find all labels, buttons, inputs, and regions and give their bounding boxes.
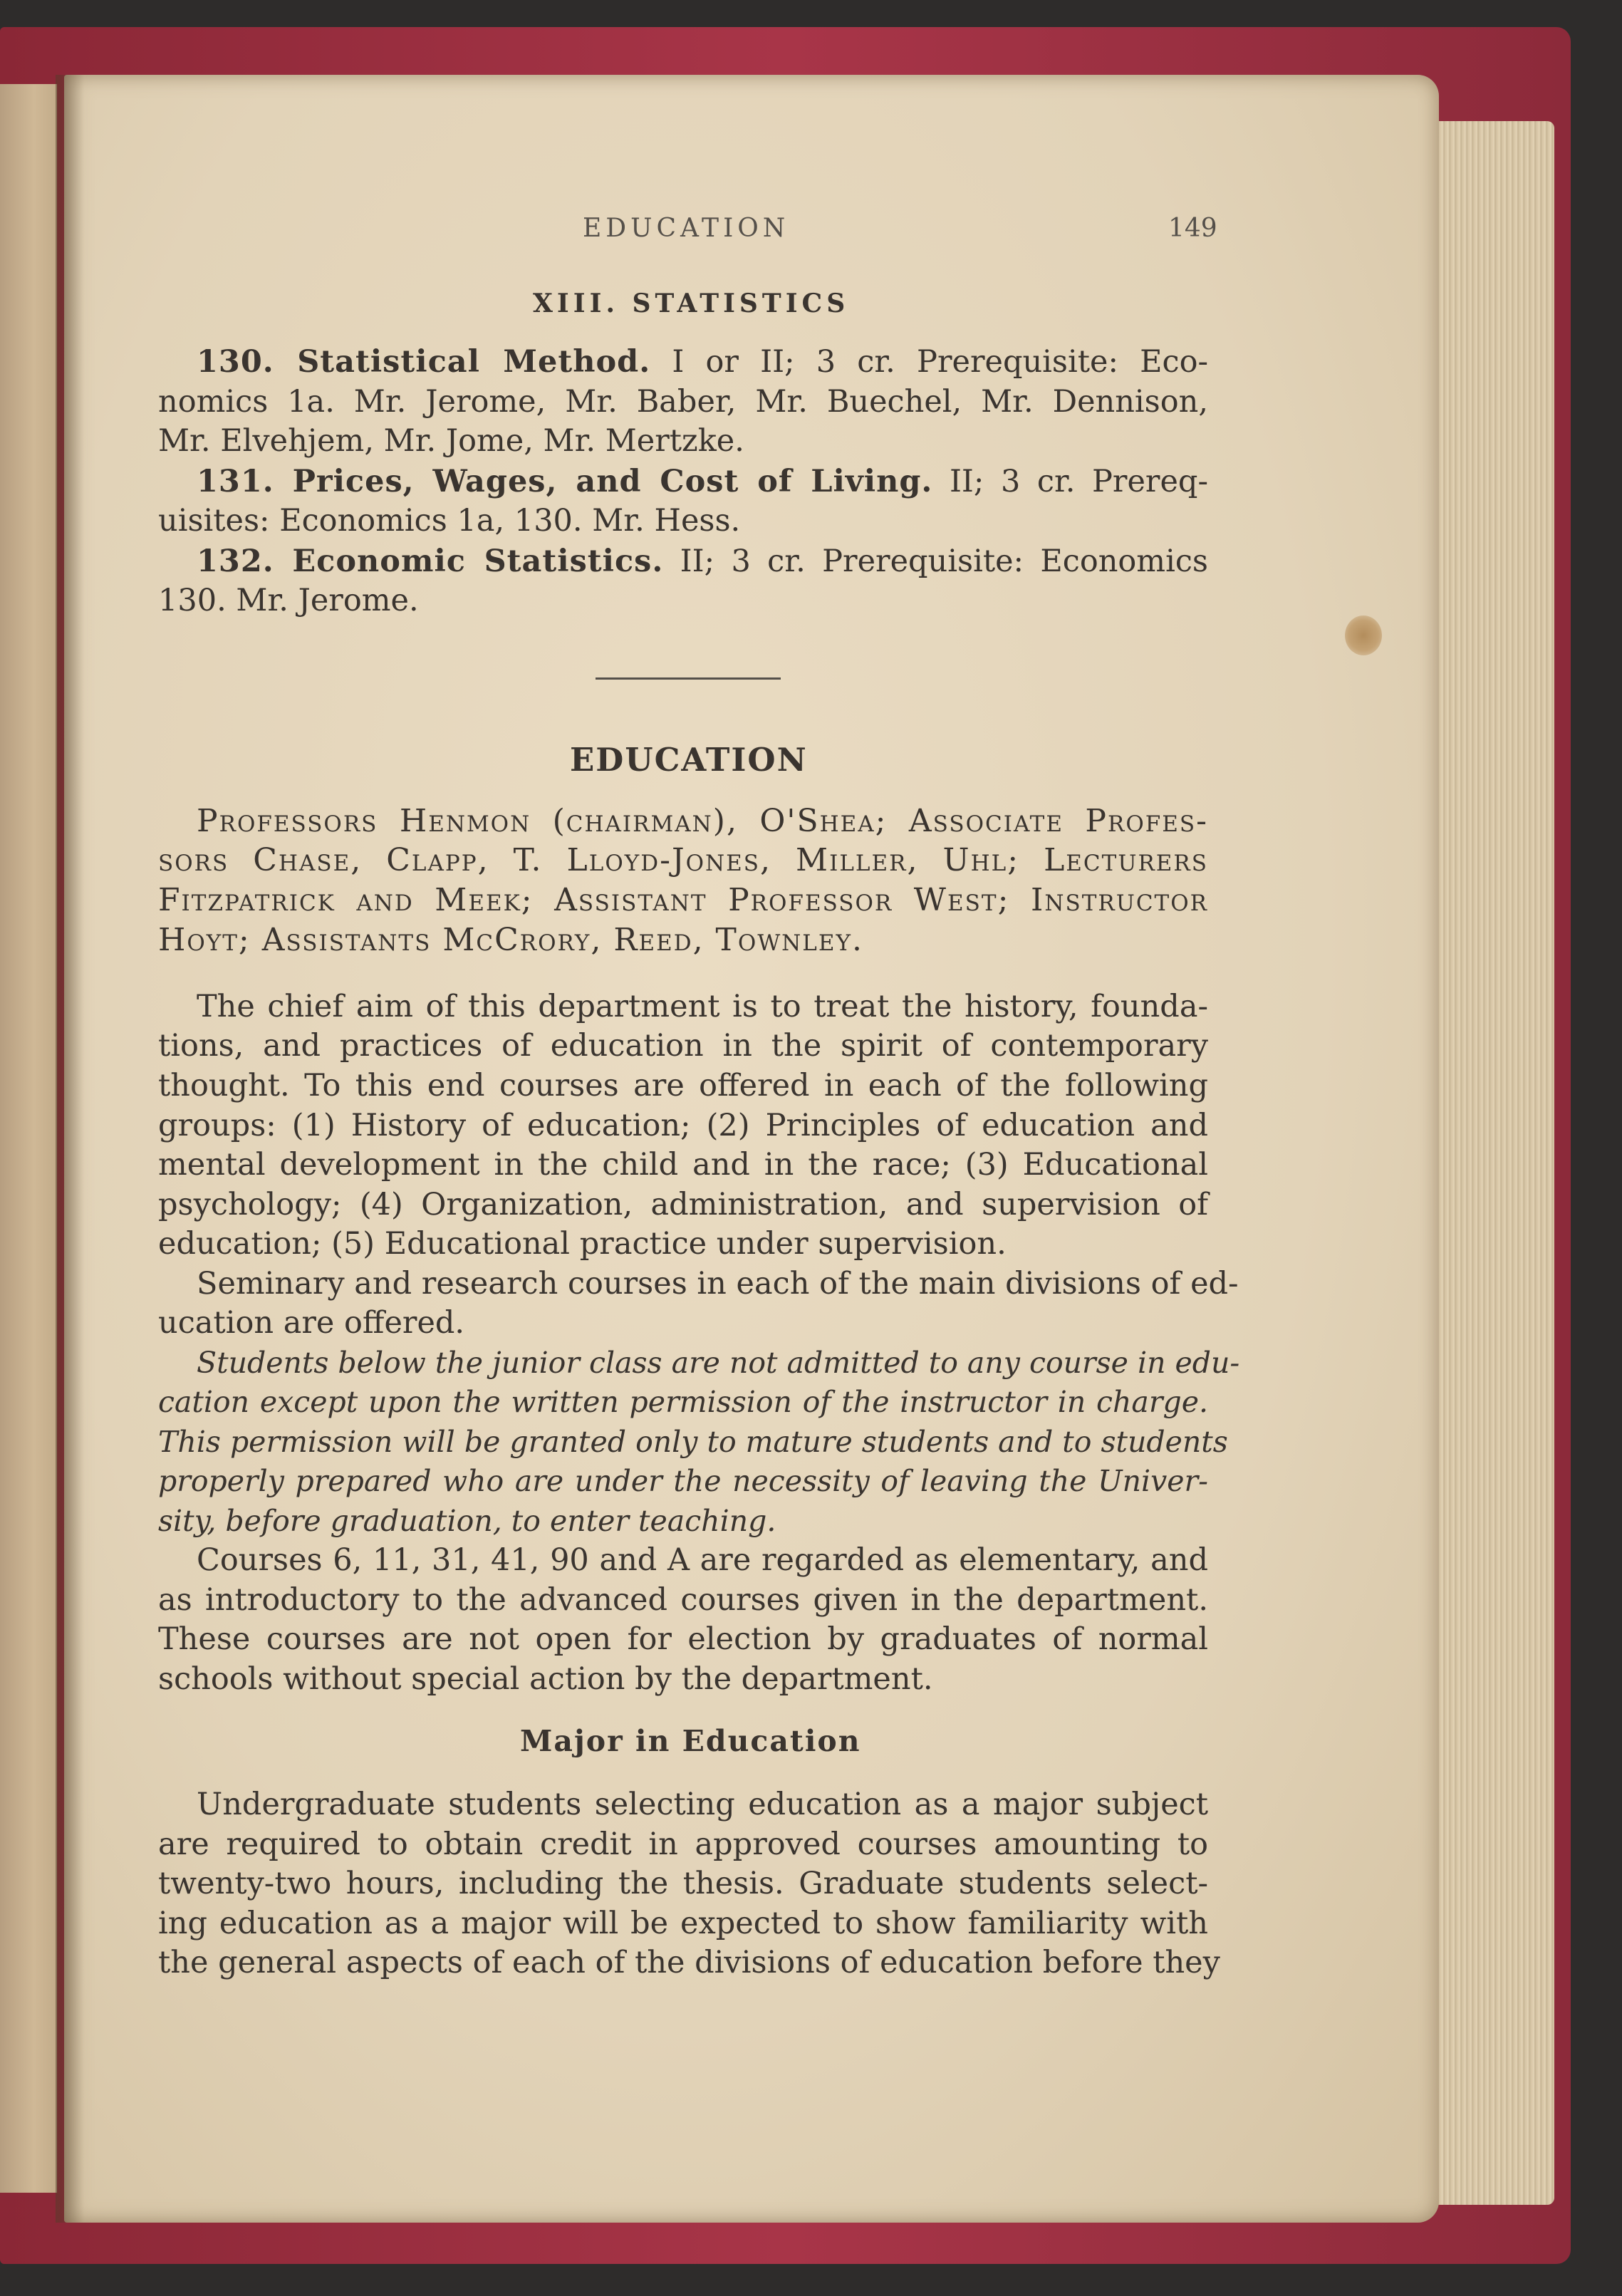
course-line: [158, 581, 1208, 620]
section-divider: [596, 677, 781, 680]
paragraph-line: are required to obtain credit in approved courses amounting to: [158, 1827, 1208, 1862]
page-number: 149: [1168, 214, 1217, 243]
paragraph-line: education; (5) Educational practice under supervision.: [158, 1226, 1007, 1262]
paragraph-line: mental development in the child and in the race; (3) Educational: [158, 1147, 1208, 1183]
paragraph-line: groups: (1) History of education; (2) Principles of education and: [158, 1108, 1208, 1143]
paragraph-line: ucation are offered.: [158, 1305, 465, 1341]
paragraph-line: schools without special action by the department.: [158, 1661, 933, 1697]
faculty-line: Hoyt; Assistants McCrory, Reed, Townley.: [158, 922, 863, 958]
paragraph-line: the general aspects of each of the divisions of education before they: [158, 1945, 1220, 1980]
paragraph-line: twenty-two hours, including the thesis. Graduate students select-: [158, 1866, 1208, 1901]
course-title: 130. Statistical Method.: [197, 344, 651, 380]
italic-line: This permission will be granted only to mature students and to students: [158, 1425, 1228, 1459]
course-details: nomics 1a. Mr. Jerome, Mr. Baber, Mr. Buechel, Mr. Dennison,: [158, 384, 1208, 420]
course-title: 131. Prices, Wages, and Cost of Living.: [197, 464, 933, 499]
left-page-edge: [0, 84, 57, 2193]
paragraph-line: as introductory to the advanced courses given in the department.: [158, 1582, 1208, 1618]
paragraph-line: ing education as a major will be expected to show familiarity with: [158, 1906, 1208, 1941]
course-details: II; 3 cr. Prereq-: [932, 464, 1208, 499]
course-line: [158, 342, 1208, 382]
course-details: I or II; 3 cr. Prerequisite: Eco-: [650, 344, 1208, 380]
course-line: [158, 462, 1208, 502]
paragraph-line: Undergraduate students selecting education as a major subject: [197, 1787, 1208, 1822]
statistics-heading: XIII. STATISTICS: [533, 289, 850, 318]
course-details: uisites: Economics 1a, 130. Mr. Hess.: [158, 503, 741, 539]
paragraph-line: tions, and practices of education in the spirit of contemporary: [158, 1028, 1208, 1064]
course-details: Mr. Elvehjem, Mr. Jome, Mr. Mertzke.: [158, 423, 744, 459]
paragraph-line: thought. To this end courses are offered in each of the following: [158, 1068, 1208, 1103]
course-line: [158, 501, 1208, 541]
faculty-line: Fitzpatrick and Meek; Assistant Professor West; Instructor: [158, 882, 1208, 918]
course-line: [158, 382, 1208, 422]
paragraph-line: Seminary and research courses in each of the main divisions of ed-: [197, 1266, 1239, 1302]
paragraph-line: These courses are not open for election by graduates of normal: [158, 1621, 1208, 1657]
paragraph-line: The chief aim of this department is to treat the history, founda-: [197, 989, 1208, 1024]
paragraph-line: Courses 6, 11, 31, 41, 90 and A are regarded as elementary, and: [197, 1542, 1208, 1578]
education-heading: EDUCATION: [570, 741, 808, 779]
paragraph-line: psychology; (4) Organization, administration, and supervision of: [158, 1187, 1208, 1222]
italic-line: properly prepared who are under the necessity of leaving the Univer-: [158, 1464, 1208, 1498]
running-head: EDUCATION: [583, 214, 790, 243]
faculty-line: Professors Henmon (chairman), O'Shea; Associate Profes-: [197, 803, 1208, 839]
italic-line: cation except upon the written permission of the instructor in charge.: [158, 1385, 1208, 1419]
binding-shadow: [56, 75, 84, 2223]
course-details: II; 3 cr. Prerequisite: Economics: [663, 544, 1208, 579]
course-line: [158, 541, 1208, 581]
course-title: 132. Economic Statistics.: [197, 544, 664, 579]
major-heading: Major in Education: [520, 1724, 861, 1758]
paper-stain: [1345, 615, 1382, 655]
course-details: 130. Mr. Jerome.: [158, 583, 419, 618]
italic-line: Students below the junior class are not admitted to any course in edu-: [197, 1346, 1240, 1380]
course-line: [158, 421, 1208, 461]
italic-line: sity, before graduation, to enter teaching.: [158, 1504, 776, 1538]
faculty-line: sors Chase, Clapp, T. Lloyd-Jones, Miller, Uhl; Lecturers: [158, 842, 1208, 878]
